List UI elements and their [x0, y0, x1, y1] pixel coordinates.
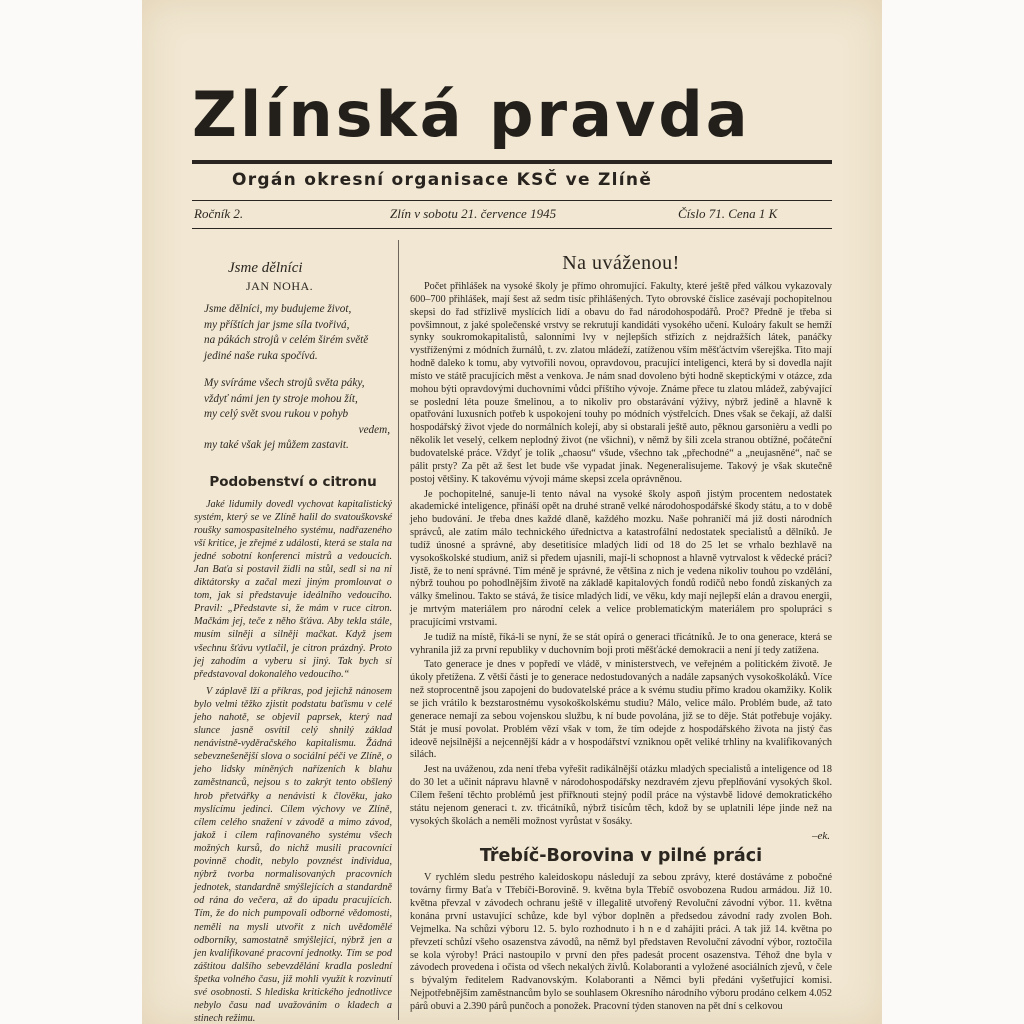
volume-label: Ročník 2.	[194, 206, 244, 221]
article-paragraph: Tato generace je dnes v popředí ve vládě, v ministerstvech, ve veřejném a politickém životě. Je úkoly přetížena. Z větší části je to generace nedostudovaných a nadále zapsaných vysokoškoláků. Více než stoprocentně jsou zapojeni do budovatelské práce a k svému studiu přímo kradou okamžiky. Kolik se jich vrátilo k bezstarostnému vysokoškolskému studiu? Málo, velice málo. Problém bude, až tato generace nemají za sebou vojenskou službu, k ní bude povolána, již se to děje. Stát potřebuje vojáky. Stát je musí povolat. Problém vězí však v tom, že tím odejde z hospodářského života na jistý čas ideově nejsilnější a nejcennější kádr a v hospodářství vzniknou opět veliké trhliny na kvalifikovaných silách.	[410, 659, 832, 761]
article-signature: –ek.	[811, 830, 830, 843]
poem-title: Jsme dělníci	[228, 260, 303, 276]
left-column	[194, 248, 392, 1024]
poem-line: My svíráme všech strojů světa páky,	[204, 377, 365, 389]
poem-line: vždyť námi jen ty stroje mohou žít,	[204, 392, 358, 405]
poem-line: vedem,	[358, 423, 390, 436]
info-rule-bottom	[192, 228, 832, 229]
poem-line: my také však jej můžem zastavit.	[204, 439, 349, 451]
info-rule-top	[192, 200, 832, 201]
article-paragraph: V rychlém sledu pestrého kaleidoskopu následují za sebou zprávy, které dostáváme z pobočné továrny firmy Baťa v Třebíči-Borovině. 9. května byla Třebíč osvobozena Rudou armádou. Již 10. května převzal v závodech ochranu ještě v illegalitě utvořený Revoluční závodní výbor. 11. května konána první ustavující schůze, kde byl výbor doplněn a předsedou závodní rady zvolen Boh. Vejmelka. Na schůzi výboru 12. 5. bylo rozhodnuto i h n e d zahájiti práci. A tak již 14. května po převzetí schůzí všeho osazenstva závodů, na němž byl představen Revoluční závodní výbor, roztočila se kola výroby! Práci nastoupilo v první den přes padesát procent osazenstva. Téhož dne byla v závodech provedena i očista od všech nekalých živlů. Kolaboranti a vyložené asociálních zjevů, v čele s bývalým ředitelem Radvanovským. Kolaboranti a Němci byli předáni vyšetřující komisi. Nejpotřebnějším zaměstnancům bylo se souhlasem Okresního národního výboru prodáno celkem 4.052 párů obuvi a 2.390 párů punčoch a ponožek. Pracovní týden stanoven na pět dní s celkovou	[410, 872, 832, 1012]
poem-author: JAN NOHA.	[246, 279, 314, 293]
left-article-heading: Podobenství o citronu	[209, 473, 377, 490]
poem-line: jediné naše ruka spočívá.	[204, 349, 318, 362]
article-paragraph: V záplavě lží a příkras, pod jejichž nánosem bylo velmi těžko zjistit podstatu baťismu v celé jeho nahotě, se objevil paprsek, který nad slunce jasně osvítil celý shnilý základ nenávistně-vyděračského kapitalismu. Žádná sebevznešenější slova o sociální péči ve Zlíně, o jeho lidsky míněných nařízeních k blahu zaměstnanců, nejsou s to zakrýt tento obšlený hrob přetvářky a nenávisti k člověku, jako myslícímu jedinci. Cílem výchovy ve Zlíně, cílem celého snažení v závodě a mimo závod, jakož i cílem rafinovaného systému všech možných kursů, do nichž musili pracovníci povinně chodit, nebylo povznést individua, nýbrž tvorba normalisovaných pracovních jednotek, standardně smýšlejících a standardně od rána do večera, až do úpadu pracujících. Tím, že do nich pumpovali odborné vědomosti, neměli na mysli utvořit z nich uvědomělé odborníky, samostatně smýšlející, nýbrž jen a jen kvalifikované pracovní jednotky. Tím se pod záštitou dalšího sebevzdělání kradla poslední špetka volného času, již mohli využít k rozvinutí své osobnosti. S hlediska kritického jednotlivce nebylo času nad uvažováním o kladech a stinech režimu.	[194, 685, 392, 1024]
masthead-rule	[192, 160, 832, 164]
article-paragraph: Je pochopitelné, sanuje-li tento nával na vysoké školy aspoň jistým procentem nedostatek akademické inteligence, přináší opět na druhé straně velké národohospodářské škody státu, a to v době jeho budování. Je třeba dnes každé dlaně, každého mozku. Naše pohraničí má již dosti národních správců, ale zatím málo technického úřednictva a katastrofální nedostatek specialistů a dělníků. Je tudíž únosné a správné, aby desetitisíce mladých lidí od 18 do 25 let se vrhalo bezhlavě na vysokoškolské studium, aniž si předem ujasnili, mají-li schopnost a hlavně vytrvalost k vědecké práci? Jistě, že to není správné. Tím méně je správné, že většina z nich je vedena nikoliv touhou po vzdělání, nýbrž touhou po pohodlnějším životě na základě kapitalových fondů rodičů nebo fondů získaných za války šmelinou. Takto se stává, že tisíce mladých lidí, ve věku, kdy mají nejlepší elán a dravou energii, je mrtvým materiálem pro národní celek a velice problematickým materiálem pro spolupráci s pracujícími vrstvami.	[410, 488, 832, 628]
article-paragraph: Jest na uváženou, zda není třeba vyřešit radikálnější otázku mladých specialistů a inteligence od 18 do 30 let a učinit nápravu hlavně v národohospodářsky nezdravém zjevu přeplňování vysokých škol. Cílem řešení těchto problémů jest přiřknouti stejný podíl práce na výstavbě lidové demokratického státu nejenom generaci t. zv. třicátníků, nýbrž tisícům těch, kdož by se uplatnili lépe jinde než na vysokých školách a neměli možnost vyrůstat v šosáky.	[410, 764, 832, 827]
poem-line: my příštích jar jsme síla tvořivá,	[204, 318, 350, 331]
newspaper-page	[142, 0, 882, 1024]
article-paragraph: Počet přihlášek na vysoké školy je přímo ohromující. Fakulty, které ještě před válkou vykazovaly 600–700 přihlášek, mají šest až sedm tisíc přihlášených. Tyto obrovské číslice zasévají pochopitelnou skepsi do řad střízlivě myslících lidí a obavu do řad národohospodářů. Proč? Předně je třeba si povšimnout, z jaké společenské vrstvy se rekrutují kandidáti vysokého učení. Kuloáry fakult se hemží synky soukromokapitalistů, salonními lvy v nejlepších střizích z nejdražších látek, panáčky vystříženými z módních žurnálů, t. zv. zlatou mládeží, zatíženou vším měšťáctvím všerejška. Tito mají hodně daleko k tomu, aby vytvořili novou, opravdovou, pracující inteligenci, která by si dovedla najít místo ve státě pracujících měst a venkova. Je nám snad dovoleno býti hodně skeptickými v otázce, zda mohou býti opravdovými duchovními vůdci příštího vývoje. Známe přece tu zlatou mládež, zabývající se poslední léta pouze šmelinou, a to nikoliv pro obstarávání výživy, nýbrž jedině a hlavně k opatřování luxusních potřeb k uspokojení touhy po módních výstřelcích. Dnes však se čekají, až další hospodářský život vjede do normálních kolejí, aby si obstarali ještě auto, pěknou garsonièru a vedli po několik let veselý, celkem neplodný život (ne všichni), v němž by šili zcela stranou obtížné, počáteční budovatelské práce. Vždyť je tolik „chaosu“ všude, všechno tak „přechodné“ a „neujasněné“, nač se pálit prsty? Za pět až šest let bude vše vypadat jinak. Negeneralisujeme. Takový je však skutečně postoj většiny. K takovému vývoji máme skepsi zcela oprávněnou.	[410, 281, 832, 485]
issue-price: Číslo 71. Cena 1 K	[678, 206, 778, 221]
stanza-gap	[194, 364, 392, 376]
column-divider	[398, 240, 399, 1020]
poem-line: na pákách strojů v celém širém světě	[204, 334, 369, 346]
second-article-heading: Třebíč-Borovina v pilné práci	[479, 846, 763, 867]
newspaper-subtitle: Orgán okresní organisace KSČ ve Zlíně	[232, 170, 653, 190]
dateline: Zlín v sobotu 21. července 1945	[390, 206, 557, 221]
newspaper-title: Zlínská pravda	[192, 78, 751, 151]
main-article-heading: Na uváženou!	[562, 252, 680, 274]
poem-line: my celý svět svou rukou v pohyb	[204, 408, 349, 420]
article-paragraph: Jaké lidumily dovedl vychovat kapitalistický systém, který se ve Zlíně halil do svatouškovské roušky samospasitelného systému, nadřazeného vší kritice, je zřejmé z události, která se stala na jedné sobotní konferenci mistrů a vedoucích. Jan Baťa si postavil židli na stůl, sedl si na ni diktátorsky a začal mezi jiným promlouvat o tom, jak si představuje ideálního vedoucího. Pravil: „Představte si, že mám v ruce citron. Mačkám jej, teče z něho šťáva. Aby tekla stále, musím silněji a silněji mačkat. Když jsem všechnu šťávu vytlačil, je citron prázdný. Proto jej zahodím a vyberu si jiný. Tak bych si představoval dokonalého vedoucího.“	[194, 498, 392, 680]
right-column	[410, 252, 832, 1016]
left-article-body	[194, 498, 392, 1024]
poem-line: Jsme dělníci, my budujeme život,	[204, 303, 352, 315]
article-paragraph: Je tudíž na místě, říká-li se nyní, že se stát opírá o generaci třicátníků. Je to ona generace, která se vyhranila již za první republiky v duchovním boji proti měšťácké demokracii a není jí tedy zatížena.	[410, 631, 832, 656]
